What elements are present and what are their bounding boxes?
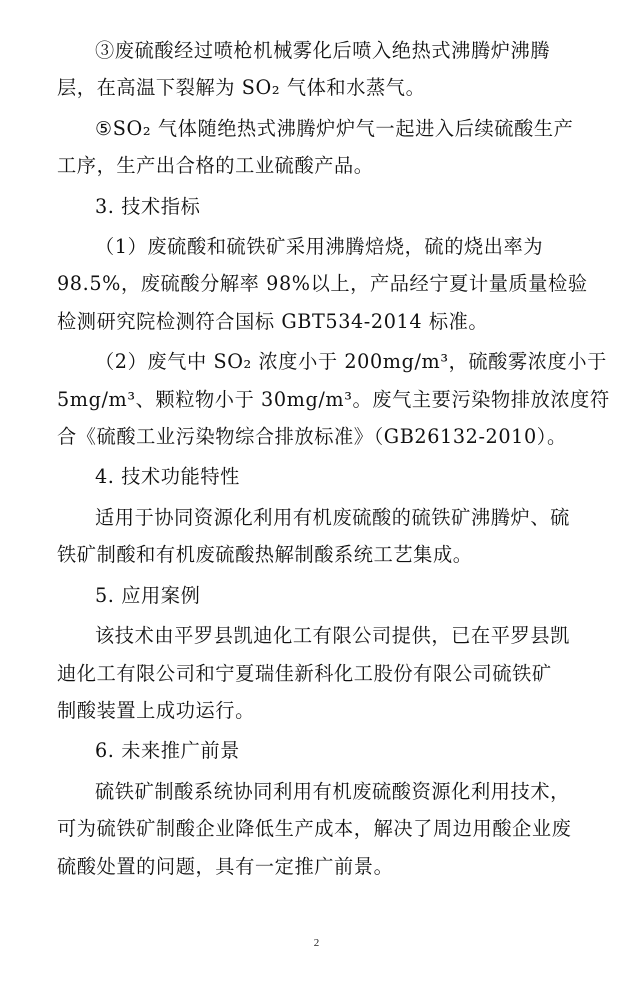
text-line: 适用于协同资源化利用有机废硫酸的硫铁矿沸腾炉、硫 — [95, 505, 570, 529]
text-line: 制酸装置上成功运行。 — [57, 698, 255, 722]
paragraph-features — [57, 499, 587, 574]
text-line: ③废硫酸经过喷枪机械雾化后喷入绝热式沸腾炉沸腾 — [95, 39, 551, 62]
text-line: 5mg/m³、颗粒物小于 30mg/m³。废气主要污染物排放浓度符 — [57, 387, 610, 411]
text-line: 合《硫酸工业污染物综合排放标准》（GB26132-2010）。 — [57, 425, 567, 449]
page-number: 2 — [313, 937, 320, 949]
text-line: 层，在高温下裂解为 SO₂ 气体和水蒸气。 — [57, 76, 426, 100]
paragraph-step-5 — [57, 110, 587, 185]
text-line: 4. 技术功能特性 — [95, 465, 240, 489]
text-line: 98.5%，废硫酸分解率 98%以上，产品经宁夏计量质量检验 — [57, 272, 588, 296]
text-line: 铁矿制酸和有机废硫酸热解制酸系统工艺集成。 — [57, 543, 473, 567]
paragraph-indicator-1 — [57, 228, 587, 340]
document-body — [57, 32, 610, 888]
heading-technical-features — [57, 458, 587, 495]
paragraph-cases — [57, 617, 587, 729]
text-line: 工序，生产出合格的工业硫酸产品。 — [57, 154, 374, 178]
heading-technical-indicators — [57, 188, 587, 225]
paragraph-step-3 — [57, 32, 587, 107]
text-line: 硫酸处置的问题，具有一定推广前景。 — [57, 854, 394, 878]
text-line: 可为硫铁矿制酸企业降低生产成本，解决了周边用酸企业废 — [57, 817, 572, 841]
text-line: （2）废气中 SO₂ 浓度小于 200mg/m³，硫酸雾浓度小于 — [95, 350, 607, 374]
heading-application-cases — [57, 577, 587, 614]
text-line: （1）废硫酸和硫铁矿采用沸腾焙烧，硫的烧出率为 — [95, 235, 544, 259]
text-line: 该技术由平罗县凯迪化工有限公司提供，已在平罗县凯 — [95, 624, 570, 648]
paragraph-indicator-2 — [57, 343, 610, 455]
text-line: 检测研究院检测符合国标 GBT534-2014 标准。 — [57, 309, 489, 333]
text-line: 5. 应用案例 — [95, 583, 201, 607]
text-line: 6. 未来推广前景 — [95, 739, 240, 763]
text-line: 3. 技术指标 — [95, 194, 201, 218]
heading-future-prospects — [57, 732, 587, 769]
text-line: 硫铁矿制酸系统协同利用有机废硫酸资源化利用技术， — [95, 779, 570, 803]
paragraph-prospects — [57, 773, 587, 885]
text-line: ⑤SO₂ 气体随绝热式沸腾炉炉气一起进入后续硫酸生产 — [95, 116, 574, 140]
text-line: 迪化工有限公司和宁夏瑞佳新科化工股份有限公司硫铁矿 — [57, 661, 552, 685]
